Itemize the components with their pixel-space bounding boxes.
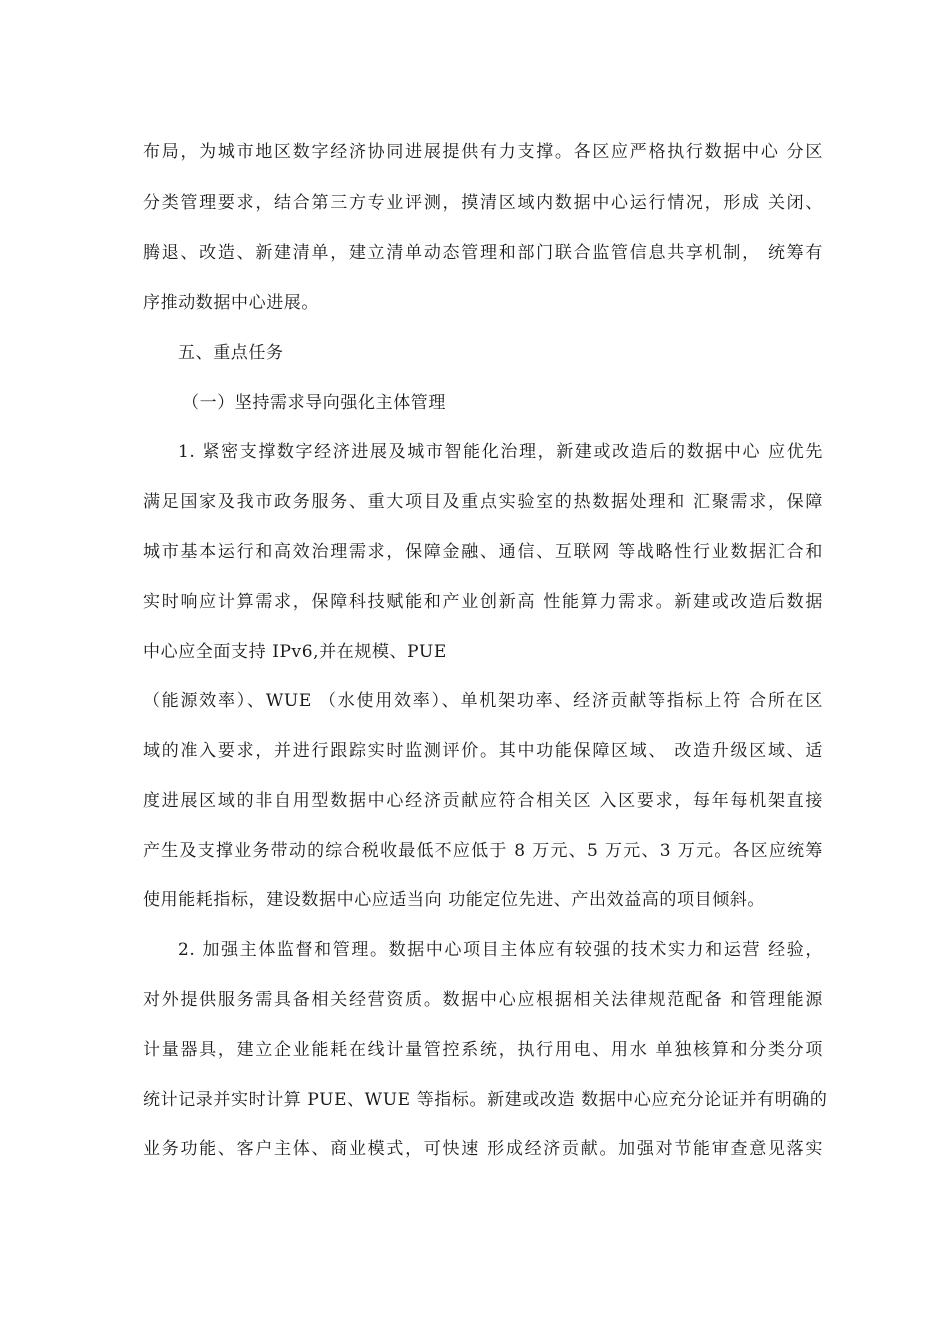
paragraph-line: （能源效率）、WUE （水使用效率）、单机架功率、经济贡献等指标上符 合所在区 [143,691,823,711]
paragraph-line: 布局，为城市地区数字经济协同进展提供有力支撑。各区应严格执行数据中心 分区 [143,142,823,162]
paragraph-line: 业务功能、客户主体、商业模式，可快速 形成经济贡献。加强对节能审查意见落实 [143,1139,823,1159]
paragraph-line: 序推动数据中心进展。 [143,293,319,313]
subsection-heading: （一）坚持需求导向强化主体管理 [182,393,446,413]
paragraph-line: 度进展区域的非自用型数据中心经济贡献应符合相关区 入区要求，每年每机架直接 [143,791,823,811]
paragraph-line: 中心应全面支持 IPv6,并在规模、PUE [143,642,447,662]
paragraph-line: 域的准入要求，并进行跟踪实时监测评价。其中功能保障区域、 改造升级区域、适 [143,741,823,761]
paragraph-line: 满足国家及我市政务服务、重大项目及重点实验室的热数据处理和 汇聚需求，保障 [143,492,823,512]
paragraph-line: 1. 紧密支撑数字经济进展及城市智能化治理，新建或改造后的数据中心 应优先 [178,442,823,462]
paragraph-line: 城市基本运行和高效治理需求，保障金融、通信、互联网 等战略性行业数据汇合和 [143,542,823,562]
paragraph-line: 使用能耗指标，建设数据中心应适当向 功能定位先进、产出效益高的项目倾斜。 [143,890,766,910]
paragraph-line: 统计记录并实时计算 PUE、WUE 等指标。新建或改造 数据中心应充分论证并有明确的 [143,1090,828,1110]
paragraph-line: 实时响应计算需求，保障科技赋能和产业创新高 性能算力需求。新建或改造后数据 [143,592,823,612]
section-heading: 五、重点任务 [178,343,284,363]
paragraph-line: 产生及支撑业务带动的综合税收最低不应低于 8 万元、5 万元、3 万元。各区应统筹 [143,841,823,861]
paragraph-line: 2. 加强主体监督和管理。数据中心项目主体应有较强的技术实力和运营 经验， [178,940,823,960]
paragraph-line: 对外提供服务需具备相关经营资质。数据中心应根据相关法律规范配备 和管理能源 [143,990,823,1010]
paragraph-line: 计量器具，建立企业能耗在线计量管控系统，执行用电、用水 单独核算和分类分项 [143,1040,823,1060]
paragraph-line: 腾退、改造、新建清单，建立清单动态管理和部门联合监管信息共享机制， 统筹有 [143,243,823,263]
paragraph-line: 分类管理要求，结合第三方专业评测，摸清区域内数据中心运行情况，形成 关闭、 [143,193,823,213]
